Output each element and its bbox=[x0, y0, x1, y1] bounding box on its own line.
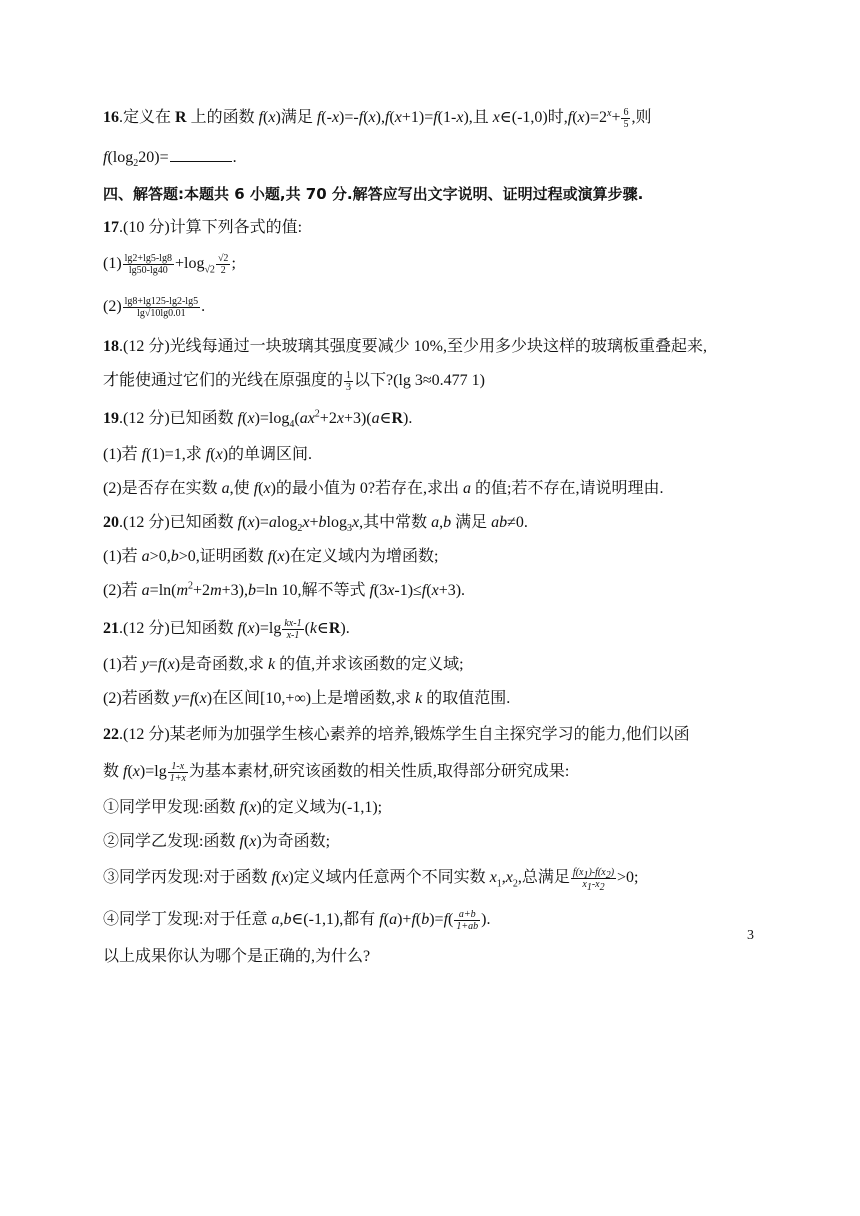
question-22-line-2: 数 f(x)=lg $\frac{1-x}{1+x}$ 为基本素材,研究该函数的相关性质,取得部分研究成果: bbox=[103, 761, 570, 784]
question-21-part-2: (2)若函数 y=f(x)在区间[10,+∞)上是增函数,求 k 的取值范围. bbox=[103, 690, 511, 707]
question-16-line-1: 16.定义在 R 上的函数 f(x)满足 f(-x)=-f(x),f(x+1)=f(1-x),且 x∈(-1,0)时$,f(x)=2^x+$ $\frac{6}{5}$ ,则 bbox=[103, 107, 652, 130]
question-22-result-1: ①同学甲发现:函数 f(x)的定义域为(-1,1); bbox=[103, 799, 383, 816]
question-22-ask: 以上成果你认为哪个是正确的,为什么? bbox=[103, 948, 371, 965]
question-16-line-2: $f(\log_220)=$ . bbox=[103, 149, 237, 170]
page-number: 3 bbox=[747, 928, 754, 943]
question-18-line-1: 18.(12 分)光线每通过一块玻璃其强度要减少 10%,至少用多少块这样的玻璃板重叠起来, bbox=[103, 338, 707, 355]
question-19-stem: 19.(12 分)已知函数 $f(x)=\log_4(ax^2+2x+3)(a\in R)$. bbox=[103, 408, 413, 431]
question-22-result-3: ③同学丙发现:对于函数 f(x)定义域内任意两个不同实数 $x_1,x_2$,总满足 $\frac{f(x_1)-f(x_2)}{x_1-x_2}$ >0; bbox=[103, 867, 639, 893]
question-20-part-1: (1)若 a>0,b>0,证明函数 f(x)在定义域内为增函数; bbox=[103, 548, 439, 565]
question-22-result-4: ④同学丁发现:对于任意 a,b∈(-1,1),都有 f(a)+f(b)=f( $\frac{a+b}{1+ab}$ ). bbox=[103, 909, 491, 932]
section-heading: 四、解答题:本题共 6 小题,共 70 分.解答应写出文字说明、证明过程或演算步骤. bbox=[103, 185, 644, 203]
question-17-part-2: (2) $\frac{\lg 8+\lg 125-\lg 2-\lg 5}{\lg√10\lg 0.01}$ . bbox=[103, 296, 206, 319]
question-21-stem: 21.(12 分)已知函数 f(x)=lg $\frac{kx-1}{x-1}$ (k∈R). bbox=[103, 618, 350, 641]
question-21-part-1: (1)若 y=f(x)是奇函数,求 k 的值,并求该函数的定义域; bbox=[103, 656, 464, 673]
question-19-part-2: (2)是否存在实数 a,使 f(x)的最小值为 0?若存在,求出 a 的值;若不存在,请说明理由. bbox=[103, 480, 664, 497]
answer-blank[interactable] bbox=[170, 147, 232, 162]
question-18-line-2: 才能使通过它们的光线在原强度的 $\frac{1}{3}$ 以下?(lg 3≈0.477 1) bbox=[103, 370, 486, 393]
question-17-stem: 17.(10 分)计算下列各式的值: bbox=[103, 219, 303, 236]
question-19-part-1: (1)若 f(1)=1,求 f(x)的单调区间. bbox=[103, 446, 313, 463]
question-16-number: 16 bbox=[103, 109, 119, 127]
question-20-part-2: (2)若 $a=\ln(m^2+2m+3),b=\ln$ 10,解不等式 f(3x-1)≤f(x+3). bbox=[103, 580, 466, 599]
question-17-part-1: (1) $\frac{\lg 2+\lg 5-\lg 8}{\lg 50-\lg 40}$ $+\log_{√2}$ $\frac{√2}{2}$ ; bbox=[103, 253, 236, 276]
question-22-line-1: 22.(12 分)某老师为加强学生核心素养的培养,锻炼学生自主探究学习的能力,他们以函 bbox=[103, 726, 690, 743]
question-20-stem: 20.(12 分)已知函数 f(x)=alog$_2$x+blog$_3$x,其中常数 a,b 满足 ab≠0. bbox=[103, 514, 528, 535]
question-22-result-2: ②同学乙发现:函数 f(x)为奇函数; bbox=[103, 833, 331, 850]
